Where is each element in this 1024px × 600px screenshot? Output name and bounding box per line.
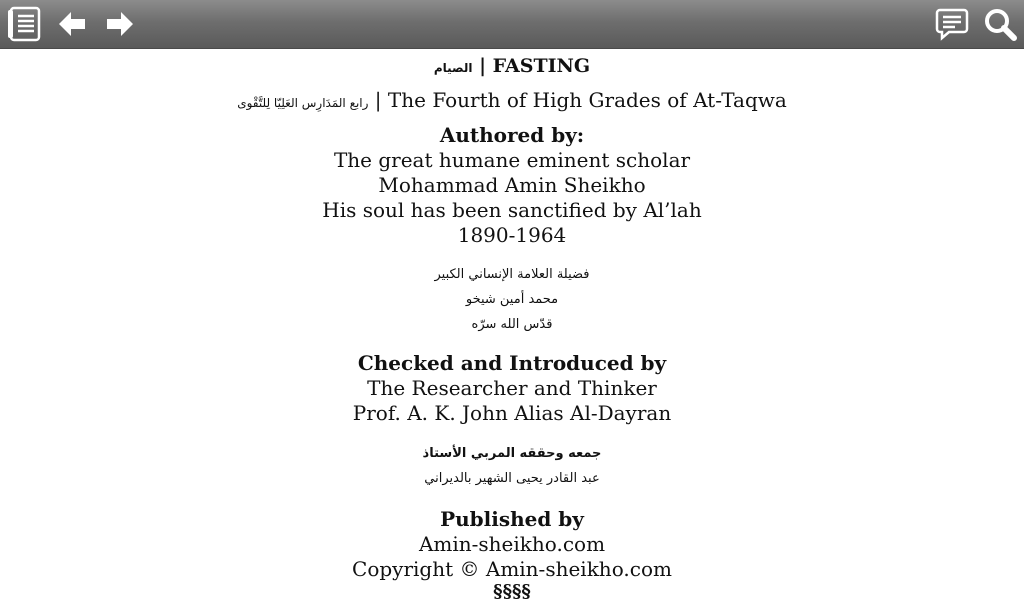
author-name: Mohammad Amin Sheikho bbox=[378, 173, 646, 197]
title-separator: | bbox=[479, 55, 487, 77]
author-dedication: His soul has been sanctified by Al’lah bbox=[322, 198, 702, 222]
author-title: The great humane eminent scholar bbox=[333, 148, 691, 172]
chat-icon bbox=[935, 7, 969, 41]
comments-button[interactable] bbox=[932, 4, 972, 44]
list-book-icon bbox=[7, 6, 41, 42]
search-icon bbox=[983, 7, 1017, 41]
top-toolbar bbox=[0, 0, 1024, 49]
book-title bbox=[0, 55, 1024, 79]
copyright-notice: Copyright © Amin-sheikho.com bbox=[352, 557, 672, 581]
authored-by-heading: Authored by: bbox=[439, 123, 585, 147]
checker-title: The Researcher and Thinker bbox=[367, 376, 657, 400]
book-subtitle-english: The Fourth of High Grades of At-Taqwa bbox=[387, 88, 787, 112]
book-title-page bbox=[0, 49, 1024, 600]
checker-name-arabic: عبد القادر يحيى الشهير بالديراني bbox=[424, 471, 600, 486]
publisher-name: Amin-sheikho.com bbox=[418, 532, 606, 556]
search-button[interactable] bbox=[980, 4, 1020, 44]
arrow-left-icon bbox=[57, 10, 87, 38]
section-separator: §§§§ bbox=[493, 581, 531, 600]
book-subtitle bbox=[0, 88, 1024, 115]
book-title-english: FASTING bbox=[492, 55, 591, 77]
arrow-right-icon bbox=[105, 10, 135, 38]
checked-by-heading: Checked and Introduced by bbox=[357, 351, 667, 375]
author-name-arabic: محمد أمين شيخو bbox=[465, 292, 559, 307]
book-title-arabic: الصيام bbox=[433, 61, 473, 75]
checker-title-arabic: جمعه وحققه المربي الأستاذ bbox=[422, 446, 602, 461]
table-of-contents-button[interactable] bbox=[4, 4, 44, 44]
book-subtitle-arabic: رابع المَدَارِس العَلِيّا لِلتَّقْوى bbox=[237, 96, 369, 110]
author-dedication-arabic: قدّس الله سرّه bbox=[471, 317, 553, 332]
forward-button[interactable] bbox=[100, 4, 140, 44]
author-years: 1890-1964 bbox=[457, 223, 567, 247]
published-by-heading: Published by bbox=[440, 507, 584, 531]
checker-name: Prof. A. K. John Alias Al-Dayran bbox=[352, 401, 672, 425]
subtitle-separator: | bbox=[374, 88, 382, 112]
back-button[interactable] bbox=[52, 4, 92, 44]
author-title-arabic: فضيلة العلامة الإنساني الكبير bbox=[434, 267, 590, 282]
